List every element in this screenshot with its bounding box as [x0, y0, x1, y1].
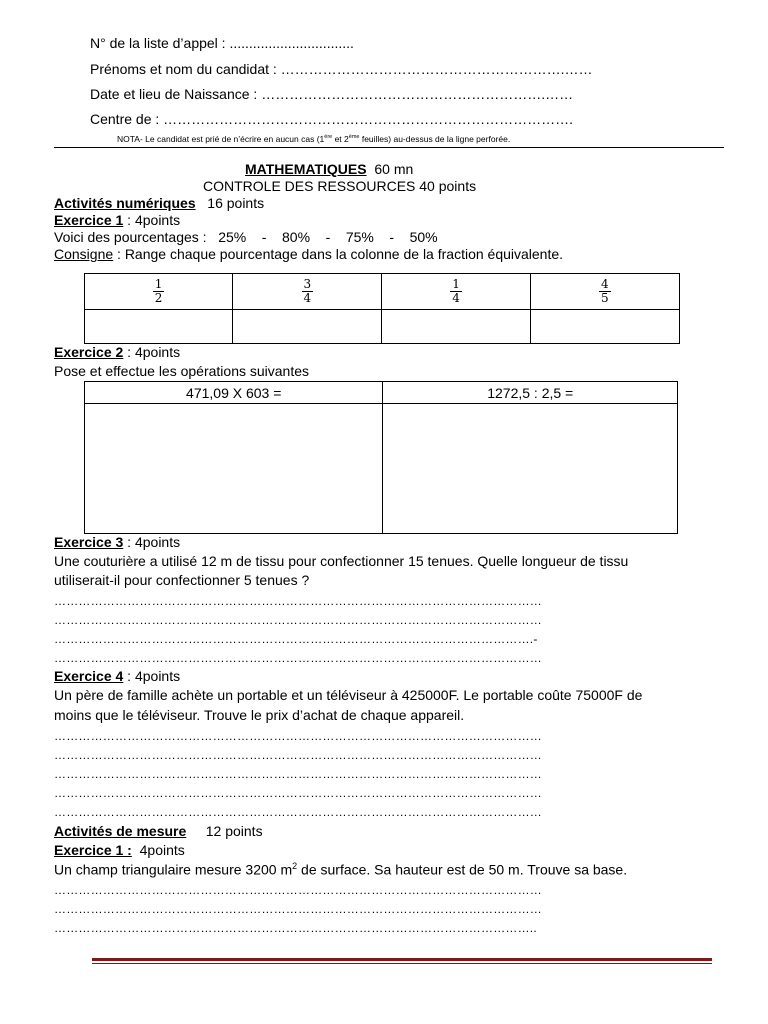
exercise-1-consigne: Consigne : Range chaque pourcentage dans la colonne de la fraction équivalente. — [54, 246, 564, 262]
center-field[interactable]: Centre de : ……………………………………………………………………………. — [90, 111, 574, 127]
measure-exercise-1-text: Un champ triangulaire mesure 3200 $m^2$ de surface. Sa hauteur est de 50 m. Trouve sa base. — [54, 861, 628, 878]
exercise-2-instruction: Pose et effectue les opérations suivantes — [54, 363, 310, 379]
answer-cell[interactable] — [382, 310, 530, 344]
answer-line[interactable]: ………………………………………………………………………………………………………… — [54, 786, 542, 800]
measure-exercise-1-heading: Exercice 1 : 4points — [54, 842, 185, 858]
fraction-table — [84, 273, 680, 344]
operation-1-workspace[interactable] — [85, 404, 383, 534]
exam-title — [245, 161, 413, 177]
exercise-3-heading: Exercice 3 : 4points — [54, 534, 181, 550]
candidate-name-field[interactable]: Prénoms et nom du candidat : …………………………………………………….…… — [90, 61, 593, 77]
fraction-cell — [233, 274, 382, 310]
answer-line[interactable]: ………………………………………………………………………………………………………… — [54, 651, 542, 665]
fraction-one-quarter: $\frac{1}{4}$ — [452, 277, 460, 305]
exercise-4-heading: Exercice 4 : 4points — [54, 668, 181, 684]
operations-table — [84, 381, 678, 534]
answer-line[interactable]: ………………………………………………………………………………………………………… — [54, 594, 542, 608]
answer-line[interactable]: ………………………………………………………………………………………………………… — [54, 805, 542, 819]
control-title: CONTROLE DES RESSOURCES 40 points — [203, 178, 477, 194]
numeric-activities-heading: Activités numériques 16 points — [54, 195, 265, 211]
answer-line[interactable]: ………………………………………………………………………………………………………… — [54, 902, 542, 916]
answer-line[interactable]: ……………………………………………………………………………………………………….- — [54, 632, 538, 646]
answer-line[interactable]: ………………………………………………………………………………………………………… — [54, 729, 542, 743]
answer-line[interactable]: ………………………………………………………………………………………………………… — [54, 883, 542, 897]
answer-line[interactable]: ……………………………………………………………………………………………………….. — [54, 921, 537, 935]
exercise-4-text-line-2: moins que le téléviseur. Trouve le prix d’achat de chaque appareil. — [54, 707, 465, 723]
exercise-3-text-line-1: Une couturière a utilisé 12 m de tissu pour confectionner 15 tenues. Quelle longueur de tissu — [54, 553, 629, 569]
footer-rule-thick — [92, 958, 712, 961]
birth-date-place-field[interactable]: Date et lieu de Naissance : …………………………………………………….…… — [90, 86, 574, 102]
fraction-cell — [530, 274, 679, 310]
answer-cell[interactable] — [85, 310, 233, 344]
exercise-4-text-line-1: Un père de famille achète un portable et un téléviseur à 425000F. Le portable coûte 75000F de — [54, 687, 643, 703]
answer-line[interactable]: ………………………………………………………………………………………………………… — [54, 748, 542, 762]
exercise-1-percentages: Voici des pourcentages : 25% - 80% - 75% - 50% — [54, 229, 438, 245]
perforated-line — [54, 147, 724, 148]
subject-title: MATHEMATIQUES — [245, 161, 367, 177]
fraction-cell — [382, 274, 530, 310]
operation-2-workspace[interactable] — [383, 404, 678, 534]
answer-line[interactable]: ………………………………………………………………………………………………………… — [54, 613, 542, 627]
answer-cell[interactable] — [233, 310, 382, 344]
exercise-2-heading: Exercice 2 : 4points — [54, 344, 181, 360]
fraction-one-half: $\frac{1}{2}$ — [154, 277, 163, 305]
answer-line[interactable]: ………………………………………………………………………………………………………… — [54, 767, 542, 781]
answer-cell[interactable] — [530, 310, 679, 344]
operation-2-label: 1272,5 : 2,5 = — [383, 382, 678, 404]
exercise-3-text-line-2: utiliserait-il pour confectionner 5 tenues ? — [54, 572, 310, 588]
roll-number-field[interactable]: N° de la liste d’appel : ................................ — [90, 35, 354, 51]
fraction-three-quarters: $\frac{3}{4}$ — [303, 277, 312, 305]
fraction-four-fifths: $\frac{4}{5}$ — [601, 277, 609, 305]
fraction-cell — [85, 274, 233, 310]
footer-rule-thin — [92, 963, 712, 964]
operation-1-label: 471,09 X 603 = — [85, 382, 383, 404]
measure-activities-heading: Activités de mesure 12 points — [54, 823, 263, 839]
nota-text: NOTA- Le candidat est prié de n’écrire en aucun cas (1ère et 2ème feuilles) au-dessus de la ligne perforée. — [117, 134, 511, 144]
duration: 60 mn — [366, 161, 414, 177]
exercise-1-heading: Exercice 1 : 4points — [54, 212, 181, 228]
